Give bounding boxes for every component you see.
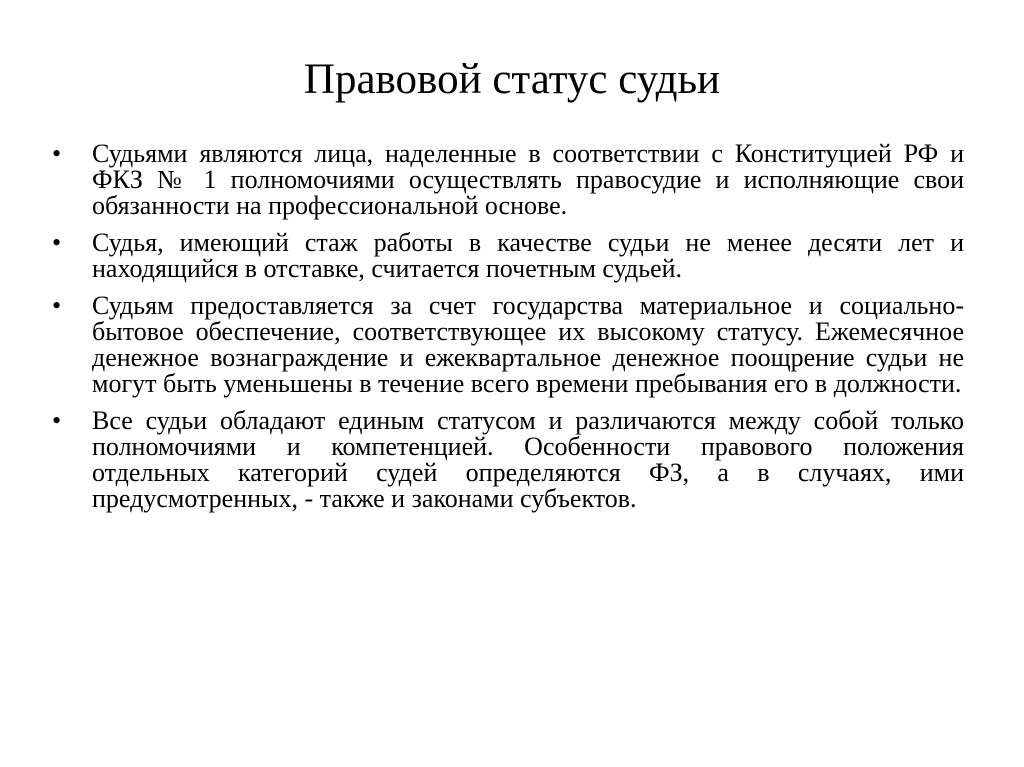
bullet-item [52,408,964,512]
bullet-item [52,230,964,282]
bullet-text: Судьям предоставляется за счет государства материальное и социально-бытовое обеспечение, соответствующее их высокому статусу. Ежемесячное денежное вознаграждение и ежеквартальное денежное поощрение судьи не могут быть уменьшены в течение всего времени пребывания его в должности. [92,291,964,398]
bullet-icon: • [52,291,62,320]
bullet-item [52,293,964,397]
bullet-text: Все судьи обладают единым статусом и различаются между собой только полномочиями и компетенцией. Особенности правового положения отдельных категорий судей определяются ФЗ, а в случаях, ими предусмотренных, - также и законами субъектов. [92,406,964,513]
slide-title: Правовой статус судьи [303,56,721,103]
bullet-icon: • [52,228,62,257]
bullet-icon: • [52,139,62,168]
bullet-item [52,141,964,219]
bullet-icon: • [52,406,62,435]
bullet-text: Судьями являются лица, наделенные в соответствии с Конституцией РФ и ФКЗ № 1 полномочиями осуществлять правосудие и исполняющие свои обязанности на профессиональной основе. [92,139,964,220]
bullet-list [52,141,964,523]
bullet-text: Судья, имеющий стаж работы в качестве судьи не менее десяти лет и находящийся в отставке, считается почетным судьей. [92,228,964,283]
